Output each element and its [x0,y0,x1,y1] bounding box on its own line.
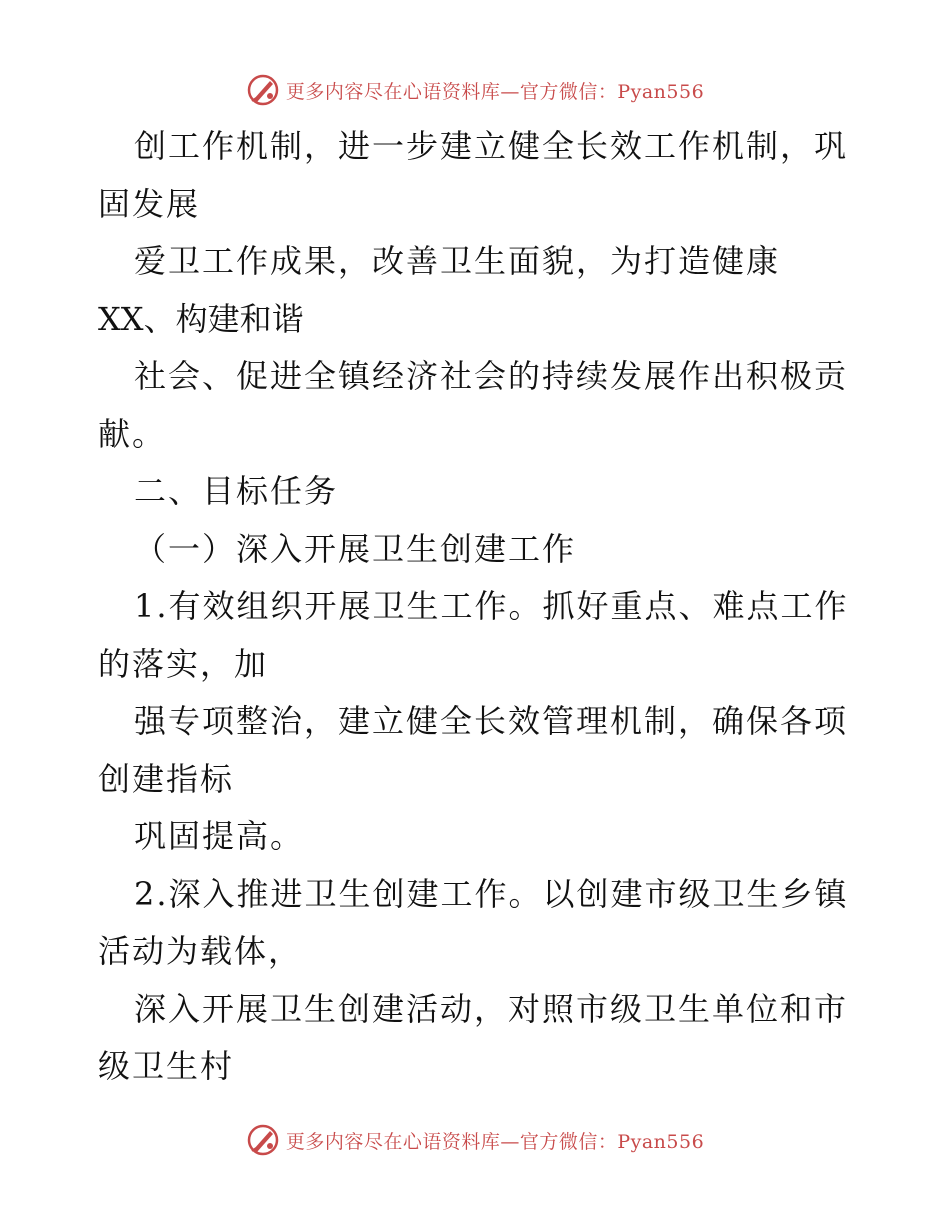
footer-banner [0,1120,950,1160]
header-banner [0,70,950,110]
text-line: 巩固提高。 [134,817,305,855]
text-line: 级卫生村 [98,1047,235,1085]
section-heading: 二、目标任务 [134,472,339,510]
text-line: 活动为载体， [98,932,303,970]
quill-pen-logo-icon [246,1123,280,1157]
text-line: 深入开展卫生创建活动，对照市级卫生单位和市 [134,989,849,1028]
text-line: 固发展 [98,184,201,223]
document-body [98,118,858,1096]
text-line: 献。 [98,414,167,453]
text-line: 1.有效组织开展卫生工作。抓好重点、难点工作 [134,587,849,625]
header-banner-text: 更多内容尽在心语资料库—官方微信：Pyan556 [285,80,705,103]
text-line: 的落实，加 [98,644,269,683]
footer-banner-text: 更多内容尽在心语资料库—官方微信：Pyan556 [285,1130,705,1153]
subsection-heading: （一）深入开展卫生创建工作 [134,529,577,568]
text-line: 爱卫工作成果，改善卫生面貌，为打造健康 [134,242,781,280]
text-line: 强专项整治，建立健全长效管理机制，确保各项 [134,702,849,740]
text-line: 创建指标 [98,759,235,798]
text-line: 2.深入推进卫生创建工作。以创建市级卫生乡镇 [134,874,849,913]
text-line: 社会、促进全镇经济社会的持续发展作出积极贡 [134,357,849,395]
quill-pen-logo-icon [246,73,280,107]
text-line: XX、构建和谐 [98,299,304,338]
text-line: 创工作机制，进一步建立健全长效工作机制，巩 [134,127,849,165]
